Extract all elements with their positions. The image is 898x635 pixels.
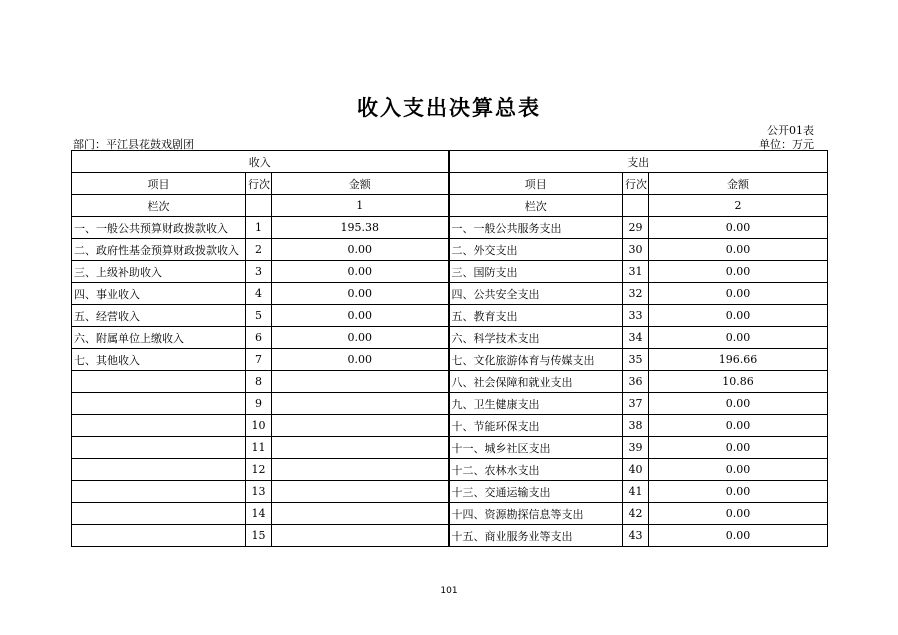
page-number: 101 [440, 586, 458, 596]
expense-amount-cell: 0.00 [649, 305, 828, 327]
expense-row-no-cell: 39 [623, 437, 649, 459]
expense-header: 支出 [449, 151, 828, 173]
expense-column-no-label: 栏次 [449, 195, 623, 217]
expense-column-no: 2 [649, 195, 828, 217]
income-item-cell: 七、其他收入 [72, 349, 246, 371]
income-amount-cell: 0.00 [272, 239, 449, 261]
income-row-no-cell: 4 [246, 283, 272, 305]
income-item-cell: 五、经营收入 [72, 305, 246, 327]
income-row-no-cell: 15 [246, 525, 272, 547]
expense-amount-cell: 0.00 [649, 481, 828, 503]
table-row [72, 415, 828, 437]
income-row-no-cell: 13 [246, 481, 272, 503]
income-row-no-cell: 6 [246, 327, 272, 349]
expense-item-cell: 二、外交支出 [449, 239, 623, 261]
expense-column-no-blank [623, 195, 649, 217]
table-row [72, 261, 828, 283]
expense-amount-cell: 0.00 [649, 393, 828, 415]
table-row [72, 481, 828, 503]
expense-amount-cell: 196.66 [649, 349, 828, 371]
expense-amount-header: 金额 [649, 173, 828, 195]
table-row [72, 283, 828, 305]
expense-item-cell: 十四、资源勘探信息等支出 [449, 503, 623, 525]
expense-amount-cell: 0.00 [649, 437, 828, 459]
expense-amount-cell: 10.86 [649, 371, 828, 393]
income-row-no-cell: 10 [246, 415, 272, 437]
income-amount-cell [272, 371, 449, 393]
expense-row-no-cell: 35 [623, 349, 649, 371]
income-amount-cell [272, 481, 449, 503]
expense-item-cell: 八、社会保障和就业支出 [449, 371, 623, 393]
expense-amount-cell: 0.00 [649, 239, 828, 261]
expense-amount-cell: 0.00 [649, 415, 828, 437]
expense-item-cell: 十、节能环保支出 [449, 415, 623, 437]
department-label: 部门：平江县花鼓戏剧团 [73, 138, 194, 151]
expense-amount-cell: 0.00 [649, 503, 828, 525]
expense-amount-cell: 0.00 [649, 525, 828, 547]
income-amount-cell [272, 459, 449, 481]
income-item-cell [72, 393, 246, 415]
income-row-no-cell: 12 [246, 459, 272, 481]
expense-item-cell: 七、文化旅游体育与传媒支出 [449, 349, 623, 371]
income-item-cell: 六、附属单位上缴收入 [72, 327, 246, 349]
expense-row-no-cell: 31 [623, 261, 649, 283]
income-row-no-cell: 1 [246, 217, 272, 239]
expense-row-no-cell: 40 [623, 459, 649, 481]
expense-row-no-cell: 38 [623, 415, 649, 437]
table-row [72, 459, 828, 481]
income-item-cell [72, 415, 246, 437]
expense-item-cell: 十三、交通运输支出 [449, 481, 623, 503]
income-amount-cell [272, 503, 449, 525]
expense-row-no-cell: 36 [623, 371, 649, 393]
income-row-no-cell: 2 [246, 239, 272, 261]
income-amount-cell [272, 525, 449, 547]
expense-item-cell: 五、教育支出 [449, 305, 623, 327]
expense-item-cell: 十一、城乡社区支出 [449, 437, 623, 459]
income-item-cell: 二、政府性基金预算财政拨款收入 [72, 239, 246, 261]
expense-item-cell: 九、卫生健康支出 [449, 393, 623, 415]
income-amount-cell [272, 393, 449, 415]
table-row [72, 437, 828, 459]
expense-item-header: 项目 [449, 173, 623, 195]
income-amount-cell: 0.00 [272, 327, 449, 349]
header-row-columns [72, 173, 828, 195]
table-row [72, 327, 828, 349]
table-row [72, 305, 828, 327]
expense-item-cell: 十五、商业服务业等支出 [449, 525, 623, 547]
expense-row-no-cell: 30 [623, 239, 649, 261]
expense-row-no-cell: 37 [623, 393, 649, 415]
income-row-no-header: 行次 [246, 173, 272, 195]
income-amount-header: 金额 [272, 173, 449, 195]
income-item-header: 项目 [72, 173, 246, 195]
expense-amount-cell: 0.00 [649, 459, 828, 481]
income-amount-cell: 0.00 [272, 349, 449, 371]
table-row [72, 239, 828, 261]
income-row-no-cell: 9 [246, 393, 272, 415]
table-row [72, 525, 828, 547]
income-row-no-cell: 8 [246, 371, 272, 393]
expense-row-no-header: 行次 [623, 173, 649, 195]
income-item-cell [72, 371, 246, 393]
expense-row-no-cell: 32 [623, 283, 649, 305]
income-item-cell [72, 437, 246, 459]
unit-label: 单位：万元 [759, 138, 814, 151]
income-item-cell [72, 459, 246, 481]
expense-amount-cell: 0.00 [649, 261, 828, 283]
income-item-cell [72, 525, 246, 547]
income-column-no-blank [246, 195, 272, 217]
income-amount-cell: 195.38 [272, 217, 449, 239]
expense-amount-cell: 0.00 [649, 217, 828, 239]
expense-item-cell: 四、公共安全支出 [449, 283, 623, 305]
income-amount-cell: 0.00 [272, 283, 449, 305]
table-row [72, 349, 828, 371]
expense-item-cell: 六、科学技术支出 [449, 327, 623, 349]
income-item-cell: 一、一般公共预算财政拨款收入 [72, 217, 246, 239]
expense-row-no-cell: 33 [623, 305, 649, 327]
table-row [72, 503, 828, 525]
income-header: 收入 [72, 151, 449, 173]
income-amount-cell: 0.00 [272, 305, 449, 327]
expense-item-cell: 十二、农林水支出 [449, 459, 623, 481]
income-amount-cell [272, 415, 449, 437]
expense-row-no-cell: 29 [623, 217, 649, 239]
expense-row-no-cell: 42 [623, 503, 649, 525]
income-row-no-cell: 7 [246, 349, 272, 371]
income-item-cell [72, 481, 246, 503]
table-row [72, 393, 828, 415]
expense-item-cell: 三、国防支出 [449, 261, 623, 283]
income-row-no-cell: 11 [246, 437, 272, 459]
income-row-no-cell: 5 [246, 305, 272, 327]
table-row [72, 217, 828, 239]
form-number: 公开01表 [767, 124, 814, 137]
expense-amount-cell: 0.00 [649, 327, 828, 349]
table-row [72, 371, 828, 393]
income-row-no-cell: 3 [246, 261, 272, 283]
expense-row-no-cell: 43 [623, 525, 649, 547]
income-amount-cell: 0.00 [272, 261, 449, 283]
column-number-row [72, 195, 828, 217]
expense-row-no-cell: 41 [623, 481, 649, 503]
income-row-no-cell: 14 [246, 503, 272, 525]
page-title: 收入支出决算总表 [357, 96, 541, 120]
expense-row-no-cell: 34 [623, 327, 649, 349]
income-item-cell [72, 503, 246, 525]
income-column-no: 1 [272, 195, 449, 217]
header-row-section [72, 151, 828, 173]
income-column-no-label: 栏次 [72, 195, 246, 217]
expense-item-cell: 一、一般公共服务支出 [449, 217, 623, 239]
expense-amount-cell: 0.00 [649, 283, 828, 305]
income-item-cell: 四、事业收入 [72, 283, 246, 305]
income-amount-cell [272, 437, 449, 459]
income-item-cell: 三、上级补助收入 [72, 261, 246, 283]
income-expense-table [71, 150, 828, 547]
